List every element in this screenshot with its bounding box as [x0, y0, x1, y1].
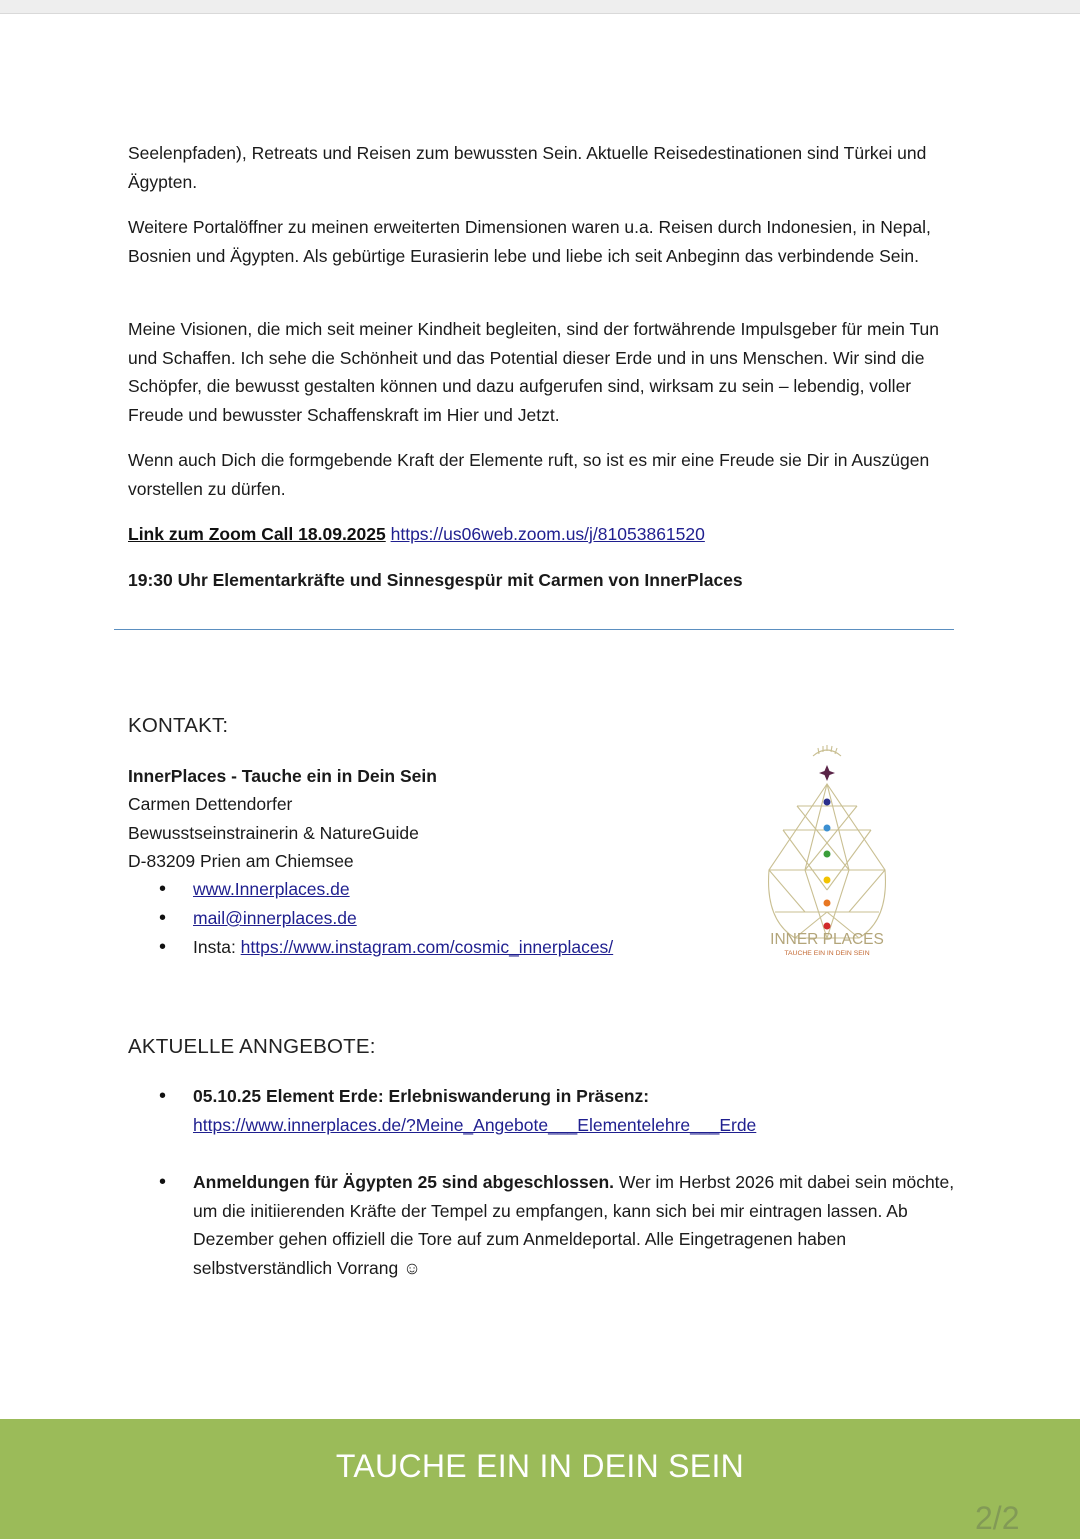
contact-address: D-83209 Prien am Chiemsee: [128, 850, 354, 871]
offer-erde-link[interactable]: https://www.innerplaces.de/?Meine_Angebote___Elementelehre___Erde: [193, 1114, 757, 1135]
offer-aegypten-text: Wer im Herbst 2026 mit dabei sein möchte, um die initiierenden Kräfte der Tempel zu empfangen, kann sich bei mir eintragen lassen. Ab Dezember gehen offiziell die Tore auf zum Anmeldeportal. Alle Eingetragenen haben selbstverständlich Vorrang ☺: [193, 1172, 955, 1278]
contact-role: Bewusstseinstrainerin & NatureGuide: [128, 822, 419, 843]
list-item: [128, 904, 613, 933]
offers-list: [128, 1082, 958, 1282]
contact-company: InnerPlaces - Tauche ein in Dein Sein: [128, 766, 437, 786]
list-item: [128, 1168, 958, 1282]
logo-tagline: TAUCHE EIN IN DEIN SEIN: [784, 950, 870, 957]
zoom-event-title: 19:30 Uhr Elementarkräfte und Sinnesgespür mit Carmen von InnerPlaces: [128, 570, 743, 590]
footer-slogan: TAUCHE EIN IN DEIN SEIN: [335, 1448, 745, 1484]
list-item: [128, 1082, 958, 1139]
offer-erde-title: • 05.10.25 Element Erde: Erlebniswanderung in Präsenz:: [193, 1086, 650, 1106]
zoom-call-line: [128, 520, 948, 549]
instagram-link[interactable]: https://www.instagram.com/cosmic_innerplaces/: [240, 937, 614, 957]
page-number: 2/2: [975, 1500, 1020, 1536]
contact-links-list: [128, 875, 613, 962]
zoom-call-label: Link zum Zoom Call 18.09.2025: [128, 524, 386, 544]
offers-heading: AKTUELLE ANNGEBOTE:: [128, 1035, 376, 1058]
contact-heading: KONTAKT:: [128, 714, 229, 737]
website-link[interactable]: www.Innerplaces.de: [193, 879, 350, 899]
list-item: [128, 933, 613, 962]
paragraph-portaloeffner: Weitere Portalöffner zu meinen erweiterten Dimensionen waren u.a. Reisen durch Indonesien, in Nepal, Bosnien und Ägypten. Als gebürtige Eurasierin lebe und liebe ich seit Anbeginn das verbindende Sein.: [128, 217, 931, 266]
viewer-top-bar: [0, 0, 1080, 14]
section-divider: [114, 629, 954, 630]
zoom-call-link[interactable]: https://us06web.zoom.us/j/81053861520: [390, 524, 705, 544]
contact-block: [128, 762, 437, 875]
logo-title: INNER PLACES: [770, 931, 884, 948]
star-icon: [819, 765, 835, 781]
insta-label: Insta:: [193, 937, 241, 957]
email-link[interactable]: mail@innerplaces.de: [193, 908, 357, 928]
contact-name: Carmen Dettendorfer: [128, 794, 293, 815]
list-item: [128, 875, 613, 904]
offer-aegypten-title: Anmeldungen für Ägypten 25 sind abgeschlossen.: [193, 1172, 615, 1192]
paragraph-elemente: Wenn auch Dich die formgebende Kraft der Elemente ruft, so ist es mir eine Freude sie Dir in Auszügen vorstellen zu dürfen.: [128, 450, 930, 499]
paragraph-seelenpfaden: Seelenpfaden), Retreats und Reisen zum bewussten Sein. Aktuelle Reisedestinationen sind Türkei und Ägypten.: [128, 143, 927, 192]
inner-places-logo: [755, 740, 915, 965]
paragraph-visionen: Meine Visionen, die mich seit meiner Kindheit begleiten, sind der fortwährende Impulsgeber für mein Tun und Schaffen. Ich sehe die Schönheit und das Potential dieser Erde und in uns Menschen. Wir sind die Schöpfer, die bewusst gestalten können und dazu aufgerufen sind, wirksam zu sein – lebendig, voller Freude und bewusster Schaffenskraft im Hier und Jetzt.: [128, 319, 939, 425]
